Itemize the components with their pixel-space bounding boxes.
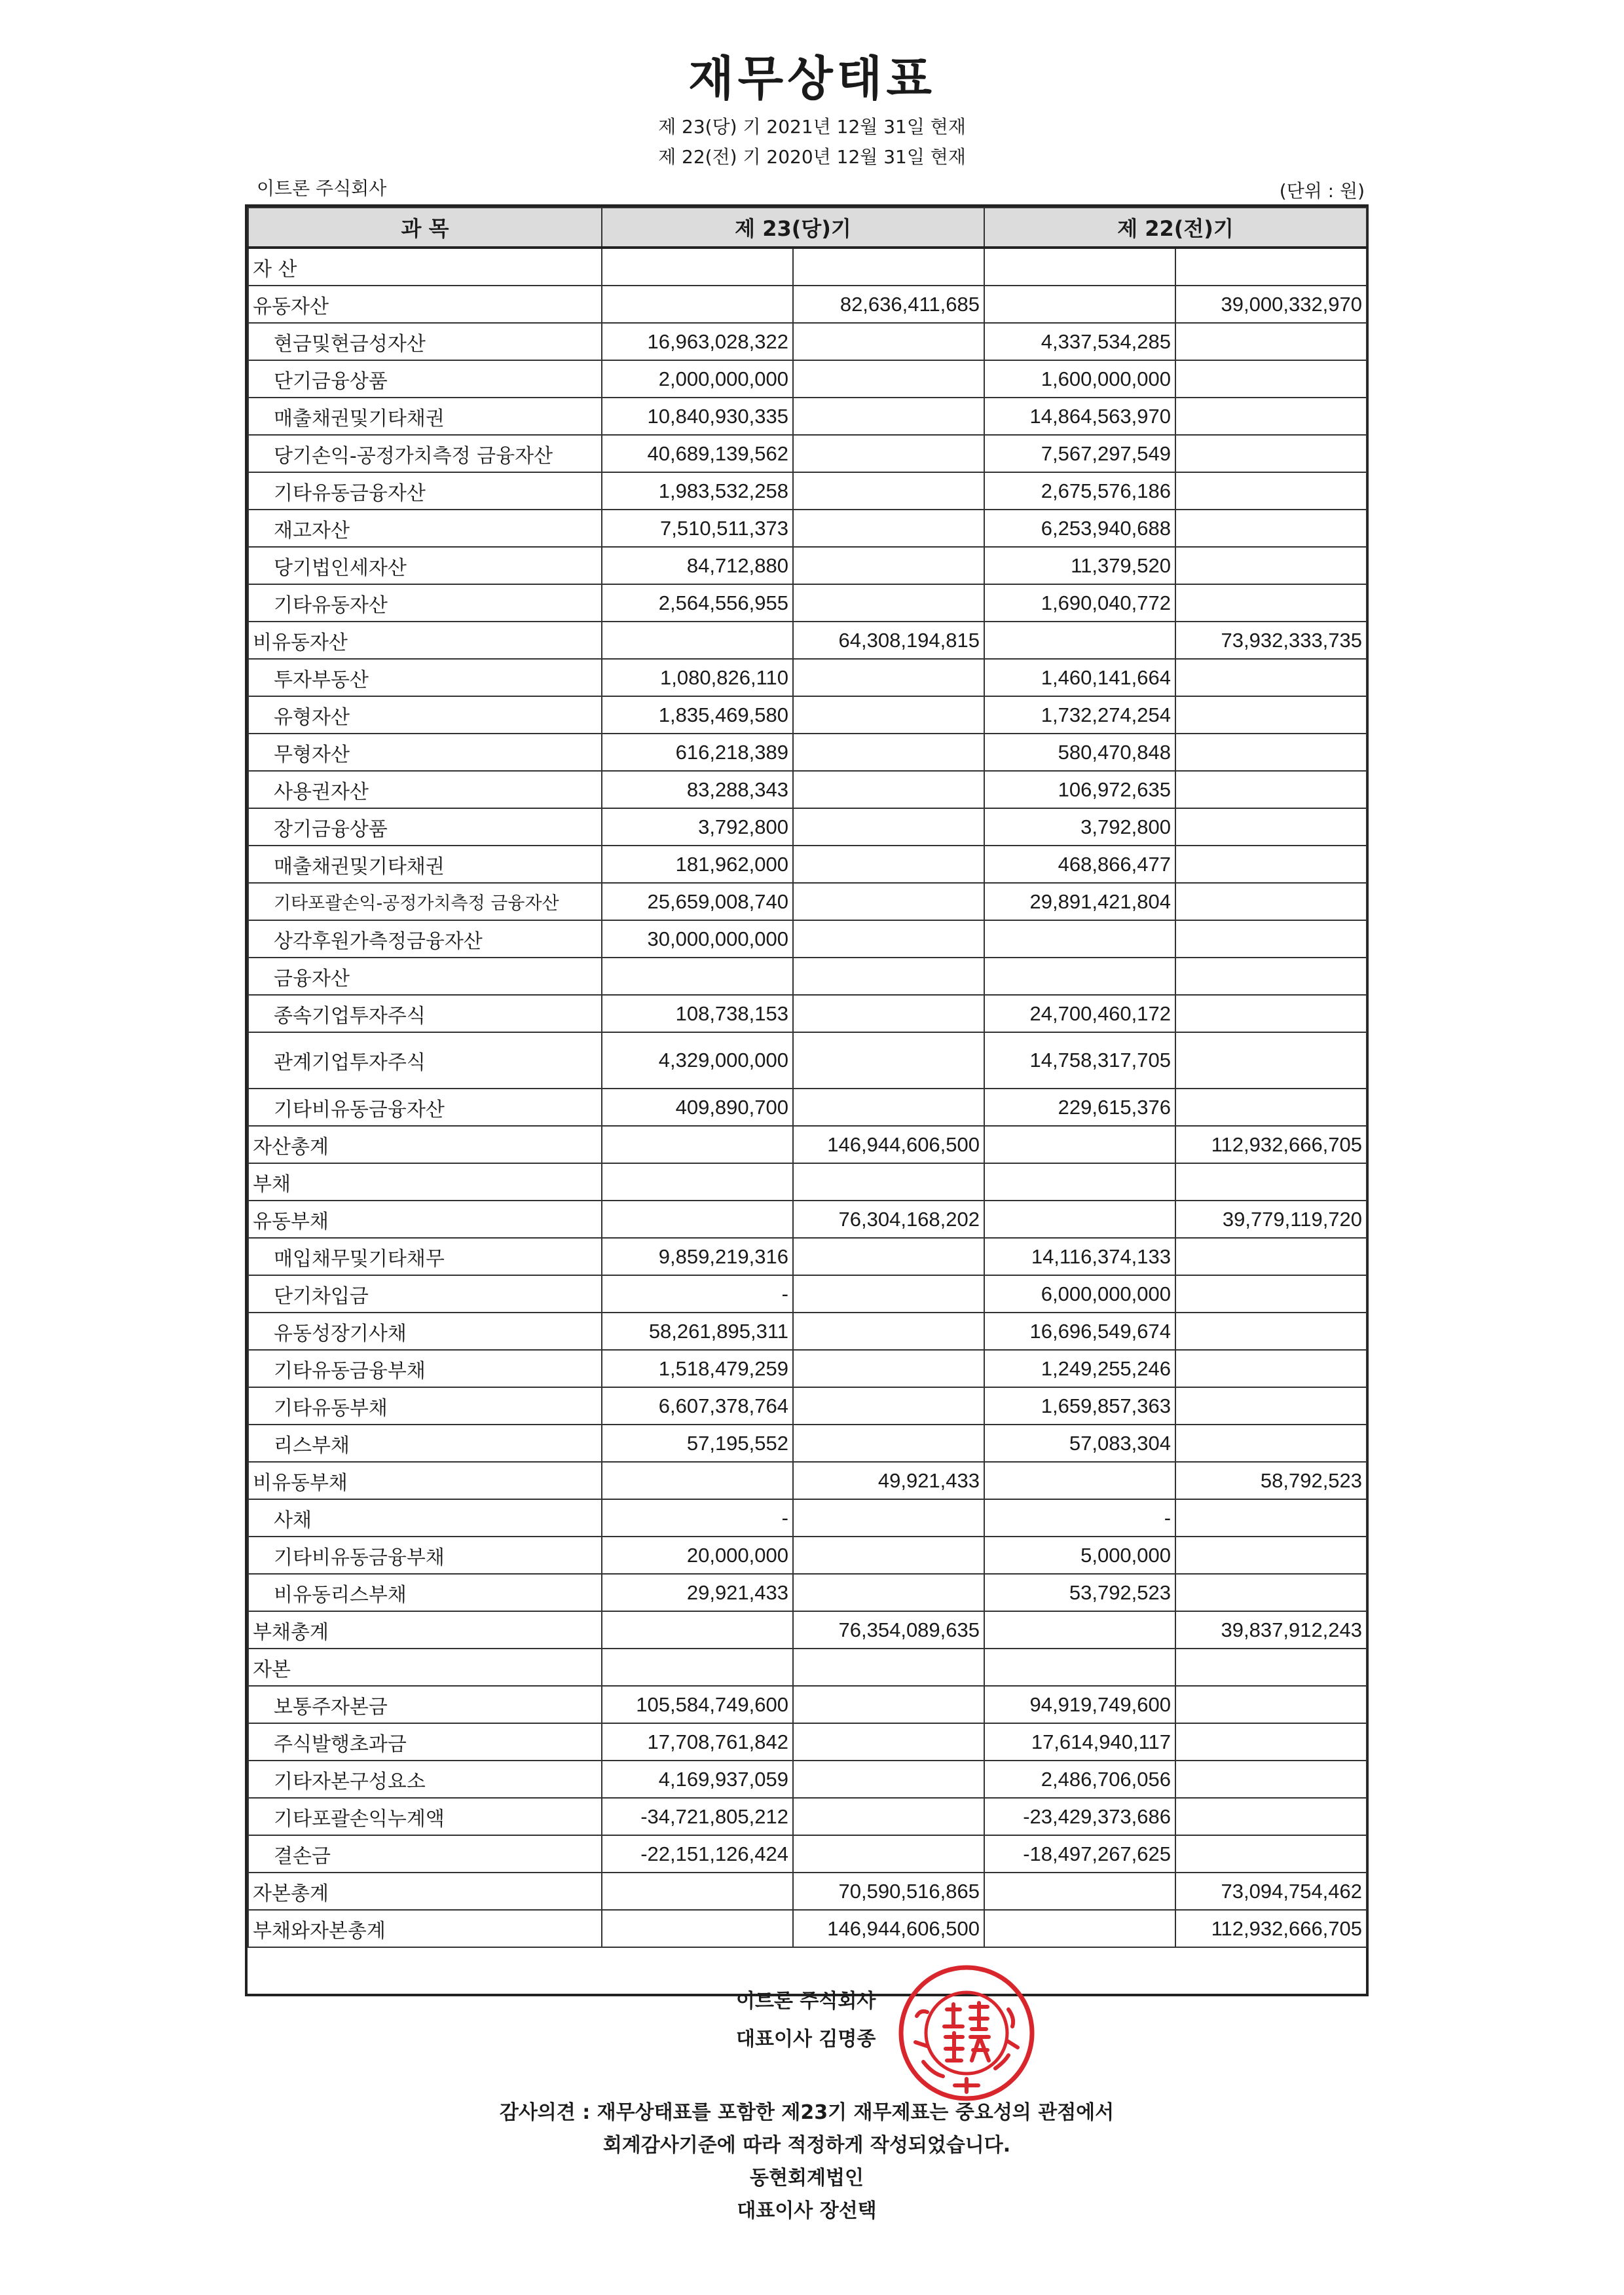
- auditor-name: 동현회계법인: [750, 2167, 864, 2190]
- current-detail-value: 4,329,000,000: [602, 1032, 793, 1089]
- table-row: [248, 808, 1367, 846]
- current-subtotal-value: [793, 1032, 984, 1089]
- current-subtotal-value: [793, 248, 984, 286]
- current-subtotal-value: [793, 584, 984, 622]
- current-detail-value: [602, 1910, 793, 1947]
- current-subtotal-value: [793, 472, 984, 510]
- account-label: 주식발행초과금: [248, 1723, 602, 1761]
- account-label: 기타유동금융자산: [248, 472, 602, 510]
- table-row: [248, 1238, 1367, 1275]
- account-label: 자산총계: [248, 1126, 602, 1163]
- prior-subtotal-value: [1175, 1537, 1367, 1574]
- table-row: [248, 1201, 1367, 1238]
- current-subtotal-value: [793, 398, 984, 435]
- current-detail-value: 25,659,008,740: [602, 883, 793, 920]
- current-detail-value: [602, 1126, 793, 1163]
- current-detail-value: 17,708,761,842: [602, 1723, 793, 1761]
- table-row: [248, 1499, 1367, 1537]
- prior-detail-value: [984, 1126, 1175, 1163]
- current-detail-value: 1,518,479,259: [602, 1350, 793, 1387]
- current-detail-value: [602, 958, 793, 995]
- account-label: 기타비유동금융자산: [248, 1089, 602, 1126]
- table-row: [248, 286, 1367, 323]
- table-row: [248, 510, 1367, 547]
- table-row: [248, 435, 1367, 472]
- prior-subtotal-value: [1175, 1425, 1367, 1462]
- current-subtotal-value: 146,944,606,500: [793, 1910, 984, 1947]
- current-subtotal-value: [793, 1649, 984, 1686]
- company-seal-icon: [897, 1964, 1036, 2102]
- prior-subtotal-value: [1175, 435, 1367, 472]
- table-row: [248, 1126, 1367, 1163]
- current-subtotal-value: [793, 1313, 984, 1350]
- current-detail-value: [602, 1649, 793, 1686]
- current-detail-value: 20,000,000: [602, 1537, 793, 1574]
- footer-ceo: 대표이사 김명종: [736, 2028, 876, 2051]
- prior-detail-value: 1,732,274,254: [984, 696, 1175, 734]
- account-label: 비유동리스부채: [248, 1574, 602, 1611]
- prior-subtotal-value: 73,932,333,735: [1175, 622, 1367, 659]
- prior-subtotal-value: [1175, 584, 1367, 622]
- table-row: [248, 659, 1367, 696]
- unit-label: (단위 : 원): [1279, 180, 1365, 202]
- current-detail-value: 57,195,552: [602, 1425, 793, 1462]
- account-label: 당기손익-공정가치측정 금융자산: [248, 435, 602, 472]
- current-subtotal-value: [793, 1499, 984, 1537]
- prior-detail-value: 1,460,141,664: [984, 659, 1175, 696]
- current-subtotal-value: [793, 1163, 984, 1201]
- page-title: 재무상태표: [688, 51, 936, 106]
- prior-subtotal-value: [1175, 1238, 1367, 1275]
- prior-detail-value: 1,659,857,363: [984, 1387, 1175, 1425]
- table-row: [248, 958, 1367, 995]
- current-detail-value: 2,000,000,000: [602, 360, 793, 398]
- prior-subtotal-value: 112,932,666,705: [1175, 1126, 1367, 1163]
- account-label: 기타유동금융부채: [248, 1350, 602, 1387]
- current-subtotal-value: [793, 1238, 984, 1275]
- table-row: [248, 883, 1367, 920]
- prior-subtotal-value: [1175, 1313, 1367, 1350]
- prior-subtotal-value: [1175, 1649, 1367, 1686]
- header-prior: 제 22(전)기: [984, 208, 1367, 248]
- current-subtotal-value: [793, 360, 984, 398]
- current-subtotal-value: [793, 958, 984, 995]
- auditor-ceo: 대표이사 장선택: [737, 2199, 877, 2222]
- prior-subtotal-value: [1175, 659, 1367, 696]
- current-subtotal-value: [793, 1798, 984, 1835]
- account-label: 유동자산: [248, 286, 602, 323]
- table-row: [248, 1686, 1367, 1723]
- current-subtotal-value: [793, 510, 984, 547]
- table-row: [248, 920, 1367, 958]
- current-subtotal-value: [793, 1425, 984, 1462]
- prior-subtotal-value: [1175, 846, 1367, 883]
- prior-detail-value: 106,972,635: [984, 771, 1175, 808]
- current-detail-value: 6,607,378,764: [602, 1387, 793, 1425]
- prior-subtotal-value: 39,000,332,970: [1175, 286, 1367, 323]
- account-label: 결손금: [248, 1835, 602, 1873]
- current-subtotal-value: [793, 1089, 984, 1126]
- table-row: [248, 1425, 1367, 1462]
- prior-detail-value: [984, 958, 1175, 995]
- current-detail-value: 1,835,469,580: [602, 696, 793, 734]
- current-detail-value: [602, 248, 793, 286]
- account-label: 자본총계: [248, 1873, 602, 1910]
- prior-detail-value: 17,614,940,117: [984, 1723, 1175, 1761]
- prior-subtotal-value: [1175, 1499, 1367, 1537]
- audit-opinion-line1: 감사의견 : 재무상태표를 포함한 제23기 재무제표는 중요성의 관점에서: [499, 2101, 1115, 2124]
- current-subtotal-value: 146,944,606,500: [793, 1126, 984, 1163]
- prior-subtotal-value: 58,792,523: [1175, 1462, 1367, 1499]
- table-row: [248, 1761, 1367, 1798]
- account-label: 상각후원가측정금융자산: [248, 920, 602, 958]
- current-detail-value: 3,792,800: [602, 808, 793, 846]
- current-detail-value: -: [602, 1499, 793, 1537]
- account-label: 부채총계: [248, 1611, 602, 1649]
- prior-subtotal-value: [1175, 1350, 1367, 1387]
- account-label: 투자부동산: [248, 659, 602, 696]
- current-subtotal-value: [793, 1723, 984, 1761]
- prior-subtotal-value: [1175, 1686, 1367, 1723]
- account-label: 당기법인세자산: [248, 547, 602, 584]
- current-subtotal-value: 76,354,089,635: [793, 1611, 984, 1649]
- current-subtotal-value: [793, 1686, 984, 1723]
- current-subtotal-value: [793, 696, 984, 734]
- current-subtotal-value: 70,590,516,865: [793, 1873, 984, 1910]
- prior-detail-value: 14,116,374,133: [984, 1238, 1175, 1275]
- header-current: 제 23(당)기: [602, 208, 984, 248]
- account-label: 유동성장기사채: [248, 1313, 602, 1350]
- prior-subtotal-value: [1175, 995, 1367, 1032]
- current-subtotal-value: [793, 808, 984, 846]
- current-detail-value: [602, 1611, 793, 1649]
- account-label: 종속기업투자주식: [248, 995, 602, 1032]
- table-row: [248, 1089, 1367, 1126]
- prior-subtotal-value: 112,932,666,705: [1175, 1910, 1367, 1947]
- table-row: [248, 1275, 1367, 1313]
- prior-detail-value: [984, 1873, 1175, 1910]
- current-detail-value: -: [602, 1275, 793, 1313]
- prior-detail-value: 1,249,255,246: [984, 1350, 1175, 1387]
- prior-detail-value: 53,792,523: [984, 1574, 1175, 1611]
- account-label: 부채와자본총계: [248, 1910, 602, 1947]
- prior-subtotal-value: 39,779,119,720: [1175, 1201, 1367, 1238]
- current-subtotal-value: 76,304,168,202: [793, 1201, 984, 1238]
- prior-detail-value: -23,429,373,686: [984, 1798, 1175, 1835]
- prior-detail-value: 14,864,563,970: [984, 398, 1175, 435]
- prior-detail-value: 6,253,940,688: [984, 510, 1175, 547]
- table-row: [248, 846, 1367, 883]
- current-detail-value: 2,564,556,955: [602, 584, 793, 622]
- prior-subtotal-value: [1175, 1275, 1367, 1313]
- current-detail-value: [602, 1201, 793, 1238]
- current-subtotal-value: [793, 659, 984, 696]
- prior-subtotal-value: [1175, 323, 1367, 360]
- account-label: 매출채권및기타채권: [248, 398, 602, 435]
- account-label: 기타포괄손익누계액: [248, 1798, 602, 1835]
- prior-subtotal-value: [1175, 1835, 1367, 1873]
- prior-detail-value: 16,696,549,674: [984, 1313, 1175, 1350]
- account-label: 기타자본구성요소: [248, 1761, 602, 1798]
- balance-sheet-table: [248, 207, 1367, 1948]
- current-detail-value: 7,510,511,373: [602, 510, 793, 547]
- prior-detail-value: 1,690,040,772: [984, 584, 1175, 622]
- current-subtotal-value: 82,636,411,685: [793, 286, 984, 323]
- account-label: 단기차입금: [248, 1275, 602, 1313]
- prior-subtotal-value: [1175, 696, 1367, 734]
- account-label: 현금및현금성자산: [248, 323, 602, 360]
- table-row: [248, 1387, 1367, 1425]
- prior-detail-value: 14,758,317,705: [984, 1032, 1175, 1089]
- account-label: 비유동자산: [248, 622, 602, 659]
- current-detail-value: [602, 1163, 793, 1201]
- table-body: [248, 248, 1367, 1947]
- current-detail-value: 1,080,826,110: [602, 659, 793, 696]
- current-detail-value: 1,983,532,258: [602, 472, 793, 510]
- account-label: 관계기업투자주식: [248, 1032, 602, 1089]
- current-detail-value: 105,584,749,600: [602, 1686, 793, 1723]
- current-subtotal-value: [793, 995, 984, 1032]
- prior-subtotal-value: [1175, 472, 1367, 510]
- prior-subtotal-value: [1175, 248, 1367, 286]
- period-prior: 제 22(전) 기 2020년 12월 31일 현재: [658, 146, 966, 168]
- current-detail-value: -22,151,126,424: [602, 1835, 793, 1873]
- table-row: [248, 622, 1367, 659]
- prior-subtotal-value: [1175, 920, 1367, 958]
- account-label: 유동부채: [248, 1201, 602, 1238]
- prior-detail-value: 29,891,421,804: [984, 883, 1175, 920]
- prior-detail-value: 468,866,477: [984, 846, 1175, 883]
- prior-detail-value: 2,486,706,056: [984, 1761, 1175, 1798]
- table-row: [248, 1798, 1367, 1835]
- current-subtotal-value: [793, 1275, 984, 1313]
- table-row: [248, 1350, 1367, 1387]
- prior-detail-value: 229,615,376: [984, 1089, 1175, 1126]
- company-name: 이트론 주식회사: [257, 177, 387, 199]
- current-detail-value: 9,859,219,316: [602, 1238, 793, 1275]
- prior-detail-value: [984, 1163, 1175, 1201]
- account-label: 금융자산: [248, 958, 602, 995]
- current-detail-value: [602, 1873, 793, 1910]
- header-account: 과 목: [248, 208, 602, 248]
- current-detail-value: 83,288,343: [602, 771, 793, 808]
- prior-subtotal-value: [1175, 1761, 1367, 1798]
- prior-subtotal-value: 39,837,912,243: [1175, 1611, 1367, 1649]
- current-detail-value: 4,169,937,059: [602, 1761, 793, 1798]
- prior-subtotal-value: [1175, 1089, 1367, 1126]
- current-subtotal-value: 49,921,433: [793, 1462, 984, 1499]
- account-label: 기타포괄손익-공정가치측정 금융자산: [248, 883, 602, 920]
- account-label: 사용권자산: [248, 771, 602, 808]
- prior-subtotal-value: [1175, 360, 1367, 398]
- prior-detail-value: [984, 1611, 1175, 1649]
- prior-detail-value: [984, 1462, 1175, 1499]
- current-subtotal-value: [793, 920, 984, 958]
- prior-detail-value: 11,379,520: [984, 547, 1175, 584]
- current-subtotal-value: [793, 846, 984, 883]
- prior-subtotal-value: 73,094,754,462: [1175, 1873, 1367, 1910]
- prior-detail-value: [984, 622, 1175, 659]
- table-row: [248, 1835, 1367, 1873]
- current-subtotal-value: 64,308,194,815: [793, 622, 984, 659]
- table-row: [248, 472, 1367, 510]
- table-row: [248, 771, 1367, 808]
- table-row: [248, 360, 1367, 398]
- current-subtotal-value: [793, 435, 984, 472]
- current-detail-value: 58,261,895,311: [602, 1313, 793, 1350]
- prior-detail-value: -18,497,267,625: [984, 1835, 1175, 1873]
- prior-detail-value: [984, 1201, 1175, 1238]
- current-detail-value: [602, 1462, 793, 1499]
- prior-subtotal-value: [1175, 883, 1367, 920]
- prior-subtotal-value: [1175, 1723, 1367, 1761]
- current-subtotal-value: [793, 1835, 984, 1873]
- account-label: 무형자산: [248, 734, 602, 771]
- account-label: 비유동부채: [248, 1462, 602, 1499]
- current-subtotal-value: [793, 1537, 984, 1574]
- table-row: [248, 1163, 1367, 1201]
- prior-detail-value: 3,792,800: [984, 808, 1175, 846]
- table-row: [248, 1032, 1367, 1089]
- prior-detail-value: [984, 1649, 1175, 1686]
- current-detail-value: 616,218,389: [602, 734, 793, 771]
- account-label: 자 산: [248, 248, 602, 286]
- prior-subtotal-value: [1175, 510, 1367, 547]
- table-row: [248, 398, 1367, 435]
- table-row: [248, 1537, 1367, 1574]
- prior-detail-value: [984, 286, 1175, 323]
- table-row: [248, 323, 1367, 360]
- table-header-row: [248, 208, 1367, 248]
- account-label: 리스부채: [248, 1425, 602, 1462]
- table-row: [248, 248, 1367, 286]
- table-row: [248, 547, 1367, 584]
- prior-subtotal-value: [1175, 1574, 1367, 1611]
- table-row: [248, 584, 1367, 622]
- table-row: [248, 1649, 1367, 1686]
- current-detail-value: 409,890,700: [602, 1089, 793, 1126]
- table-row: [248, 734, 1367, 771]
- current-detail-value: 10,840,930,335: [602, 398, 793, 435]
- prior-detail-value: 1,600,000,000: [984, 360, 1175, 398]
- table-row: [248, 1910, 1367, 1947]
- current-detail-value: [602, 286, 793, 323]
- current-detail-value: -34,721,805,212: [602, 1798, 793, 1835]
- account-label: 재고자산: [248, 510, 602, 547]
- prior-detail-value: 4,337,534,285: [984, 323, 1175, 360]
- prior-detail-value: 94,919,749,600: [984, 1686, 1175, 1723]
- table-row: [248, 1574, 1367, 1611]
- current-subtotal-value: [793, 547, 984, 584]
- current-subtotal-value: [793, 1350, 984, 1387]
- current-detail-value: 40,689,139,562: [602, 435, 793, 472]
- table-row: [248, 696, 1367, 734]
- period-current: 제 23(당) 기 2021년 12월 31일 현재: [658, 116, 966, 138]
- prior-detail-value: [984, 1910, 1175, 1947]
- prior-subtotal-value: [1175, 808, 1367, 846]
- account-label: 기타유동부채: [248, 1387, 602, 1425]
- account-label: 단기금융상품: [248, 360, 602, 398]
- prior-subtotal-value: [1175, 1032, 1367, 1089]
- prior-subtotal-value: [1175, 398, 1367, 435]
- account-label: 매입채무및기타채무: [248, 1238, 602, 1275]
- account-label: 매출채권및기타채권: [248, 846, 602, 883]
- balance-sheet-frame: [245, 204, 1369, 1996]
- current-subtotal-value: [793, 734, 984, 771]
- prior-subtotal-value: [1175, 547, 1367, 584]
- account-label: 유형자산: [248, 696, 602, 734]
- account-label: 기타비유동금융부채: [248, 1537, 602, 1574]
- current-detail-value: 30,000,000,000: [602, 920, 793, 958]
- footer-company: 이트론 주식회사: [736, 1990, 876, 2013]
- prior-subtotal-value: [1175, 734, 1367, 771]
- prior-detail-value: -: [984, 1499, 1175, 1537]
- prior-subtotal-value: [1175, 1163, 1367, 1201]
- prior-detail-value: 6,000,000,000: [984, 1275, 1175, 1313]
- table-row: [248, 1462, 1367, 1499]
- account-label: 부채: [248, 1163, 602, 1201]
- prior-detail-value: 7,567,297,549: [984, 435, 1175, 472]
- table-row: [248, 1723, 1367, 1761]
- prior-subtotal-value: [1175, 1387, 1367, 1425]
- current-subtotal-value: [793, 323, 984, 360]
- current-detail-value: [602, 622, 793, 659]
- table-row: [248, 995, 1367, 1032]
- account-label: 사채: [248, 1499, 602, 1537]
- current-detail-value: 181,962,000: [602, 846, 793, 883]
- prior-detail-value: [984, 920, 1175, 958]
- prior-detail-value: 5,000,000: [984, 1537, 1175, 1574]
- table-row: [248, 1611, 1367, 1649]
- account-label: 보통주자본금: [248, 1686, 602, 1723]
- prior-detail-value: 580,470,848: [984, 734, 1175, 771]
- account-label: 자본: [248, 1649, 602, 1686]
- prior-subtotal-value: [1175, 1798, 1367, 1835]
- current-detail-value: 29,921,433: [602, 1574, 793, 1611]
- prior-subtotal-value: [1175, 958, 1367, 995]
- account-label: 기타유동자산: [248, 584, 602, 622]
- prior-detail-value: [984, 248, 1175, 286]
- current-subtotal-value: [793, 771, 984, 808]
- prior-detail-value: 2,675,576,186: [984, 472, 1175, 510]
- table-row: [248, 1873, 1367, 1910]
- current-subtotal-value: [793, 1761, 984, 1798]
- prior-detail-value: 57,083,304: [984, 1425, 1175, 1462]
- audit-opinion-line2: 회계감사기준에 따라 적정하게 작성되었습니다.: [602, 2134, 1011, 2157]
- current-detail-value: 84,712,880: [602, 547, 793, 584]
- prior-detail-value: 24,700,460,172: [984, 995, 1175, 1032]
- prior-subtotal-value: [1175, 771, 1367, 808]
- account-label: 장기금융상품: [248, 808, 602, 846]
- current-subtotal-value: [793, 1387, 984, 1425]
- current-detail-value: 108,738,153: [602, 995, 793, 1032]
- current-subtotal-value: [793, 1574, 984, 1611]
- current-detail-value: 16,963,028,322: [602, 323, 793, 360]
- current-subtotal-value: [793, 883, 984, 920]
- table-row: [248, 1313, 1367, 1350]
